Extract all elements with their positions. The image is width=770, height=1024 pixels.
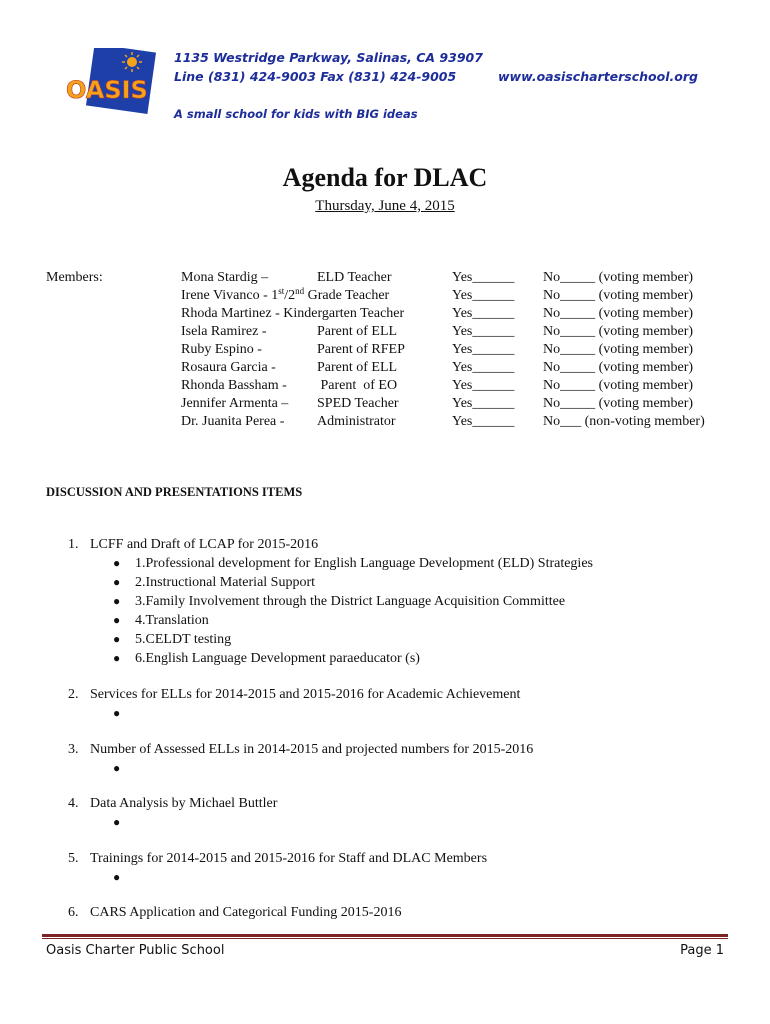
member-name: Ruby Espino - [181, 342, 262, 357]
member-row [0, 306, 770, 324]
member-no: No_____ (voting member) [543, 306, 694, 321]
page-title: Agenda for DLAC [282, 163, 488, 192]
bullet-icon: ● [113, 706, 121, 720]
header-address: 1135 Westridge Parkway, Salinas, CA 93907 [174, 50, 483, 65]
member-no: No_____ (voting member) [543, 360, 694, 375]
agenda-item-number: 4. [68, 796, 79, 811]
member-role: ELD Teacher [317, 270, 392, 285]
member-role: SPED Teacher [317, 396, 399, 411]
member-yes: Yes______ [452, 396, 515, 411]
member-name: Isela Ramirez - [181, 324, 267, 339]
bullet-icon: ● [113, 651, 121, 665]
member-name: Rhoda Martinez - Kindergarten Teacher [181, 306, 405, 321]
member-role: Administrator [317, 414, 396, 429]
member-yes: Yes______ [452, 414, 515, 429]
member-yes: Yes______ [452, 306, 515, 321]
agenda-item-number: 3. [68, 742, 79, 757]
agenda-bullet: ● 4.Translation [113, 613, 209, 628]
agenda-item-number: 1. [68, 537, 79, 552]
member-row [0, 378, 770, 396]
agenda-item [68, 851, 487, 867]
agenda-item-text: Services for ELLs for 2014-2015 and 2015-2016 for Academic Achievement [90, 687, 521, 702]
agenda-item [68, 537, 318, 553]
bullet-icon: ● [113, 761, 121, 775]
member-row [0, 270, 770, 288]
agenda-item [68, 687, 520, 703]
header-website-link[interactable]: www.oasischarterschool.org [498, 69, 698, 84]
agenda-item-text: LCFF and Draft of LCAP for 2015-2016 [90, 537, 319, 552]
agenda-item [68, 796, 277, 812]
member-yes: Yes______ [452, 378, 515, 393]
bullet-icon: ● [113, 594, 121, 608]
section-heading: DISCUSSION AND PRESENTATIONS ITEMS [46, 485, 303, 499]
agenda-bullet [113, 761, 135, 777]
footer-divider [42, 934, 728, 937]
agenda-bullet: ● 6.English Language Development paraeducator (s) [113, 651, 420, 666]
member-no: No_____ (voting member) [543, 270, 694, 285]
member-role: Parent of RFEP [317, 342, 405, 357]
member-yes: Yes______ [452, 270, 515, 285]
members-label: Members: [46, 270, 103, 285]
agenda-item-number: 5. [68, 851, 79, 866]
member-row [0, 324, 770, 342]
member-no: No_____ (voting member) [543, 396, 694, 411]
agenda-bullet [113, 815, 135, 831]
member-name: Irene Vivanco - 1st/2nd Grade Teacher [181, 286, 390, 303]
member-no: No_____ (voting member) [543, 324, 694, 339]
header-tagline: A small school for kids with BIG ideas [174, 107, 418, 121]
member-yes: Yes______ [452, 324, 515, 339]
agenda-bullet: ● 3.Family Involvement through the District Language Acquisition Committee [113, 594, 566, 609]
member-name: Dr. Juanita Perea - [181, 414, 285, 429]
footer-school-name: Oasis Charter Public School [46, 943, 225, 958]
member-row [0, 360, 770, 378]
member-row [0, 288, 770, 306]
footer-page-number: Page 1 [680, 943, 724, 958]
footer-divider-thin [42, 938, 728, 939]
agenda-bullet: ● 1.Professional development for English Language Development (ELD) Strategies [113, 556, 593, 571]
member-name: Jennifer Armenta – [181, 396, 289, 411]
bullet-icon: ● [113, 870, 121, 884]
member-row [0, 396, 770, 414]
agenda-bullet [113, 706, 135, 722]
bullet-icon: ● [113, 556, 121, 570]
member-yes: Yes______ [452, 342, 515, 357]
member-no: No_____ (voting member) [543, 378, 694, 393]
agenda-bullet [113, 870, 135, 886]
member-no: No___ (non-voting member) [543, 414, 705, 429]
agenda-item-text: CARS Application and Categorical Funding 2015-2016 [90, 905, 402, 920]
meeting-date: Thursday, June 4, 2015 [315, 198, 455, 214]
agenda-item-text: Data Analysis by Michael Buttler [90, 796, 278, 811]
member-yes: Yes______ [452, 288, 515, 303]
bullet-icon: ● [113, 575, 121, 589]
svg-text:OASIS: OASIS [66, 76, 148, 104]
agenda-bullet: ● 5.CELDT testing [113, 632, 232, 647]
header-phone-fax: Line (831) 424-9003 Fax (831) 424-9005 [174, 69, 457, 84]
member-role: Parent of EO [317, 378, 398, 393]
member-role: Parent of ELL [317, 360, 398, 375]
member-no: No_____ (voting member) [543, 342, 694, 357]
member-no: No_____ (voting member) [543, 288, 694, 303]
agenda-item-number: 2. [68, 687, 79, 702]
member-yes: Yes______ [452, 360, 515, 375]
member-role: Parent of ELL [317, 324, 398, 339]
agenda-bullet: ● 2.Instructional Material Support [113, 575, 316, 590]
member-row [0, 414, 770, 432]
member-row [0, 342, 770, 360]
oasis-logo [64, 48, 164, 126]
member-name: Rosaura Garcia - [181, 360, 276, 375]
agenda-item [68, 905, 401, 921]
agenda-item [68, 742, 533, 758]
agenda-item-number: 6. [68, 905, 79, 920]
member-name: Rhonda Bassham - [181, 378, 287, 393]
bullet-icon: ● [113, 613, 121, 627]
agenda-item-text: Trainings for 2014-2015 and 2015-2016 for Staff and DLAC Members [90, 851, 488, 866]
agenda-item-text: Number of Assessed ELLs in 2014-2015 and projected numbers for 2015-2016 [90, 742, 534, 757]
bullet-icon: ● [113, 632, 121, 646]
bullet-icon: ● [113, 815, 121, 829]
member-name: Mona Stardig – [181, 270, 269, 285]
